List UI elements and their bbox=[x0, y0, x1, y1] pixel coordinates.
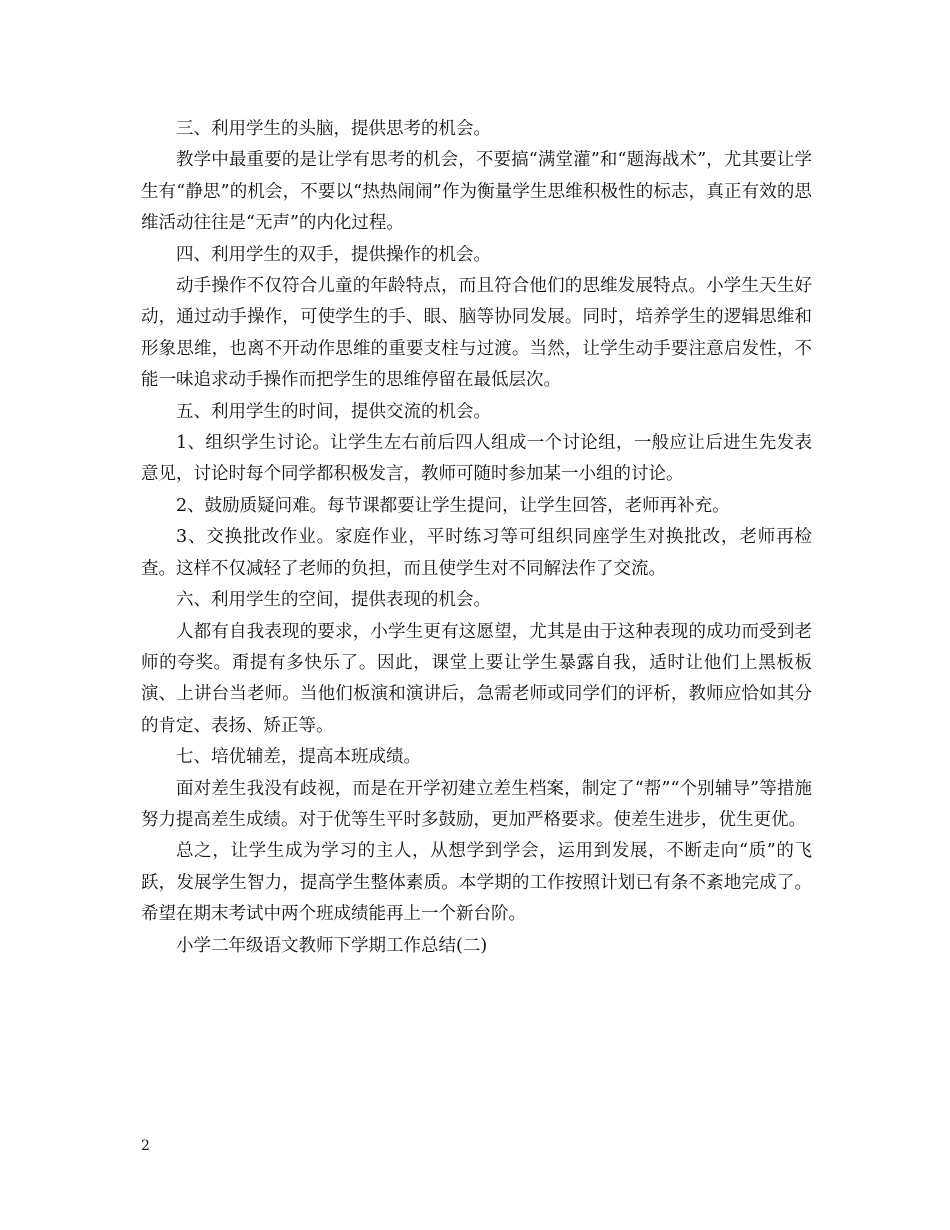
paragraph: 动手操作不仅符合儿童的年龄特点，而且符合他们的思维发展特点。小学生天生好动，通过动手操作，可使学生的手、眼、脑等协同发展。同时，培养学生的逻辑思维和形象思维，也离不开动作思维的重要支柱与过渡。当然，让学生动手要注意启发性，不能一味追求动手操作而把学生的思维停留在最低层次。 bbox=[141, 276, 812, 391]
list-item: 3、交换批改作业。家庭作业，平时练习等可组织同座学生对换批改，老师再检查。这样不仅减轻了老师的负担，而且使学生对不同解法作了交流。 bbox=[141, 527, 812, 579]
heading-3: 三、利用学生的头脑，提供思考的机会。 bbox=[176, 119, 491, 139]
list-item: 2、鼓励质疑问难。每节课都要让学生提问，让学生回答，老师再补充。 bbox=[176, 495, 730, 516]
list-item: 1、组织学生讨论。让学生左右前后四人组成一个讨论组，一般应让后进生先发表意见，讨论时每个同学都积极发言，教师可随时参加某一小组的讨论。 bbox=[141, 433, 812, 485]
page-number: 2 bbox=[141, 1138, 150, 1154]
heading-5: 五、利用学生的时间，提供交流的机会。 bbox=[176, 401, 491, 422]
paragraph: 人都有自我表现的要求，小学生更有这愿望，尤其是由于这种表现的成功而受到老师的夸奖。甭提有多快乐了。因此，课堂上要让学生暴露自我，适时让他们上黑板板演、上讲台当老师。当他们板演和演讲后，急需老师或同学们的评析，教师应恰如其分的肯定、表扬、矫正等。 bbox=[141, 621, 812, 736]
paragraph: 总之，让学生成为学习的主人，从想学到学会，运用到发展，不断走向“质”的飞跃，发展学生智力，提高学生整体素质。本学期的工作按照计划已有条不紊地完成了。希望在期末考试中两个班成绩能再上一个新台阶。 bbox=[141, 841, 812, 925]
next-section-title: 小学二年级语文教师下学期工作总结(二) bbox=[176, 935, 488, 956]
heading-7: 七、培优辅差，提高本班成绩。 bbox=[176, 747, 421, 768]
heading-4: 四、利用学生的双手，提供操作的机会。 bbox=[176, 244, 491, 265]
body-text bbox=[141, 114, 812, 962]
paragraph: 面对差生我没有歧视，而是在开学初建立差生档案，制定了“帮”“个别辅导”等措施努力提高差生成绩。对于优等生平时多鼓励，更加严格要求。使差生进步，优生更优。 bbox=[141, 778, 812, 830]
paragraph: 教学中最重要的是让学有思考的机会，不要搞“满堂灌”和“题海战术”，尤其要让学生有“静思”的机会，不要以“热热闹闹”作为衡量学生思维积极性的标志，真正有效的思维活动往往是“无声”的内化过程。 bbox=[141, 150, 812, 234]
heading-6: 六、利用学生的空间，提供表现的机会。 bbox=[176, 590, 491, 611]
